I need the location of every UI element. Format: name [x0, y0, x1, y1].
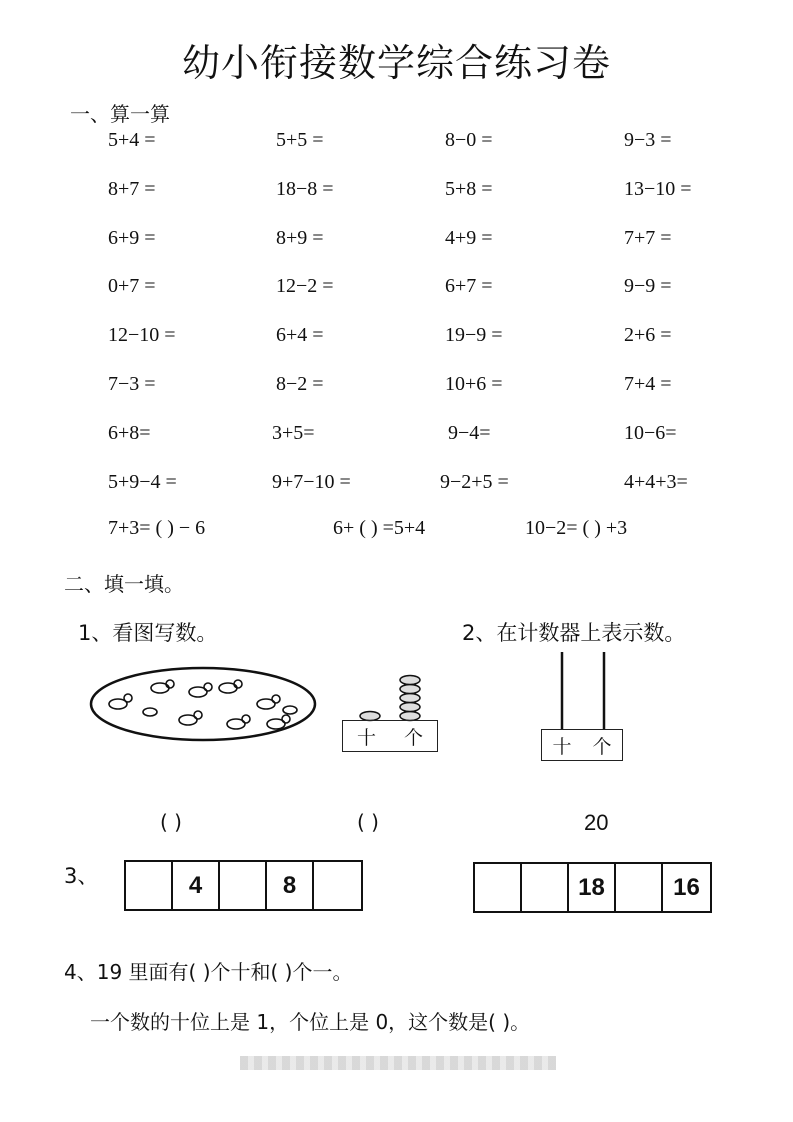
sequence-cell[interactable] [314, 862, 361, 909]
number-sequence-1 [124, 860, 363, 911]
calc-problem: 19−9 = [445, 324, 503, 347]
calc-problem: 2+6 = [624, 324, 672, 347]
calc-problem: 9−3 = [624, 129, 672, 151]
sequence-cell[interactable] [522, 864, 569, 911]
animals-picture [88, 664, 320, 744]
calc-problem: 0+7 = [108, 275, 156, 298]
sequence-cell: 16 [673, 873, 700, 901]
question-5: 一个数的十位上是 1，个位上是 0，这个数是( )。 [90, 1010, 531, 1034]
blurred-footer [240, 1056, 556, 1070]
calc-problem: 5+8 = [445, 177, 493, 200]
calc-problem: 9−2+5 = [440, 470, 509, 493]
calc-row [0, 373, 793, 403]
calc-problem: 9−4= [448, 421, 491, 444]
calc-fill-2: 6+ ( ) =5+4 [333, 517, 426, 539]
calc-problem: 13−10 = [624, 177, 692, 200]
calc-problem: 12−10 = [108, 324, 176, 347]
bead-stack-picture [340, 672, 440, 724]
calc-row [0, 275, 793, 305]
calc-row [0, 324, 793, 354]
calc-problem: 6+9 = [108, 226, 156, 249]
question-3-label: 3、 [64, 864, 99, 888]
calc-problem: 6+8= [108, 421, 151, 444]
calc-problem: 4+4+3= [624, 470, 688, 493]
ones-label: 个 [592, 735, 612, 758]
sequence-cell[interactable] [616, 864, 663, 911]
calc-row-last [0, 517, 793, 547]
question-2: 2、在计数器上表示数。 [462, 621, 686, 645]
calc-problem: 9−9 = [624, 275, 672, 298]
ones-label: 个 [403, 726, 423, 749]
calc-problem: 18−8 = [276, 177, 334, 200]
sequence-cell: 4 [173, 862, 220, 909]
place-value-box-2 [541, 729, 623, 761]
sequence-cell: 18 [569, 864, 616, 911]
calc-fill-1: 7+3= ( ) − 6 [108, 517, 206, 539]
calc-problem: 8+9 = [276, 226, 324, 249]
question-1: 1、看图写数。 [78, 621, 218, 645]
sequence-cell[interactable] [475, 864, 522, 911]
calc-problem: 7+7 = [624, 226, 672, 249]
calc-row [0, 422, 793, 452]
sequence-cell[interactable] [126, 862, 173, 909]
calc-row [0, 471, 793, 501]
calc-problem: 8+7 = [108, 177, 156, 200]
empty-rods-picture [540, 650, 630, 732]
calc-problem: 6+7 = [445, 275, 493, 298]
calc-problem: 7+4 = [624, 373, 672, 395]
calc-problem: 10−6= [624, 421, 677, 444]
calc-problem: 5+9−4 = [108, 470, 177, 493]
section-1-heading: 一、算一算 [70, 102, 170, 126]
place-value-box-1 [342, 720, 438, 752]
calc-problem: 9+7−10 = [272, 470, 351, 493]
tens-label: 十 [356, 726, 376, 749]
calc-problem: 6+4 = [276, 324, 324, 347]
answer-blank-a[interactable]: ( ) [160, 810, 182, 834]
tens-label: 十 [552, 735, 572, 758]
calc-problem: 5+4 = [108, 129, 156, 151]
calc-problem: 12−2 = [276, 275, 334, 298]
calc-problem: 3+5= [272, 421, 315, 444]
calc-problem: 8−2 = [276, 373, 324, 395]
calc-problem: 4+9 = [445, 226, 493, 249]
calc-fill-3: 10−2= ( ) +3 [525, 517, 628, 539]
sequence-cell: 8 [267, 862, 314, 909]
calc-problem: 5+5 = [276, 129, 324, 151]
section-2-heading: 二、填一填。 [64, 572, 184, 596]
sequence-cell[interactable] [220, 862, 267, 909]
calc-row [0, 178, 793, 208]
calc-problem: 10+6 = [445, 373, 503, 395]
answer-blank-b[interactable]: ( ) [357, 810, 379, 834]
calc-problem: 8−0 = [445, 129, 493, 151]
calc-row [0, 129, 793, 159]
given-number: 20 [584, 810, 609, 835]
page-title: 幼小衔接数学综合练习卷 [181, 41, 611, 85]
question-4: 4、19 里面有( )个十和( )个一。 [64, 960, 353, 984]
calc-row [0, 227, 793, 257]
number-sequence-2 [473, 862, 712, 913]
calc-problem: 7−3 = [108, 373, 156, 395]
